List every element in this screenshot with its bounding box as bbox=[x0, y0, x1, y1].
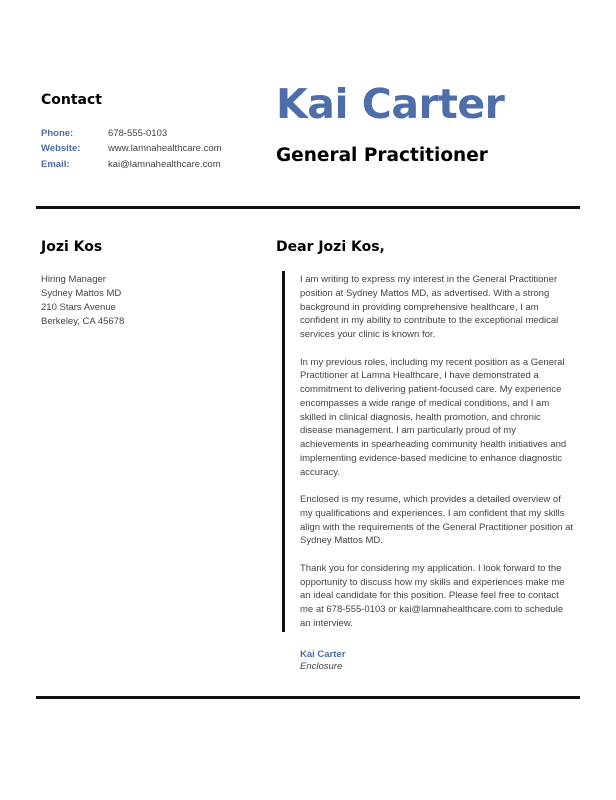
email-label: Email: bbox=[41, 159, 70, 170]
email-value: kai@lamnahealthcare.com bbox=[108, 159, 221, 170]
address-line: Hiring Manager bbox=[41, 274, 106, 285]
address-line: 210 Stars Avenue bbox=[41, 302, 116, 313]
phone-label: Phone: bbox=[41, 128, 74, 139]
enclosure-note: Enclosure bbox=[300, 661, 343, 672]
contact-heading: Contact bbox=[41, 92, 102, 108]
website-label: Website: bbox=[41, 143, 81, 154]
address-line: Sydney Mattos MD bbox=[41, 288, 122, 299]
salutation: Dear Jozi Kos, bbox=[276, 239, 385, 255]
job-title: General Practitioner bbox=[276, 145, 488, 166]
signature-name: Kai Carter bbox=[300, 649, 346, 660]
top-divider bbox=[36, 206, 580, 209]
letter-paragraph: I am writing to express my interest in the General Practitioner position at Sydney Mattos MD, as advertised. With a strong background in providing comprehensive healthcare, I am confident in my ability to contribute to the exceptional medical services your clinic is known for. bbox=[300, 274, 559, 340]
phone-value: 678-555-0103 bbox=[108, 128, 168, 139]
recipient-address bbox=[41, 273, 124, 329]
address-line: Berkeley, CA 45678 bbox=[41, 316, 125, 327]
letter-paragraph: In my previous roles, including my recent position as a General Practitioner at Lamna Healthcare, I have demonstrated a commitment to delivering patient-focused care. My experience encompasses a wide range of medical conditions, and I am skilled in clinical diagnosis, health promotion, and chronic disease management. I am particularly proud of my achievements in spearheading community health initiatives and implementing evidence-based medicine to enhance diagnostic accuracy. bbox=[300, 356, 567, 478]
applicant-name: Kai Carter bbox=[276, 80, 505, 128]
letter-paragraph: Enclosed is my resume, which provides a detailed overview of my qualifications and experiences. I am confident that my skills align with the requirements of the General Practitioner position at Sydney Mattos MD. bbox=[300, 494, 574, 547]
letter-paragraph: Thank you for considering my application. I look forward to the opportunity to discuss how my skills and experiences make me an ideal candidate for this position. Please feel free to contact me at 678-555-0103 or kai@lamnahealthcare.com to schedule an interview. bbox=[300, 562, 565, 629]
recipient-name: Jozi Kos bbox=[41, 239, 103, 255]
bottom-divider bbox=[36, 696, 580, 699]
letter-body bbox=[300, 273, 574, 644]
letter-accent-bar bbox=[282, 271, 285, 632]
website-value: www.lamnahealthcare.com bbox=[108, 143, 222, 154]
